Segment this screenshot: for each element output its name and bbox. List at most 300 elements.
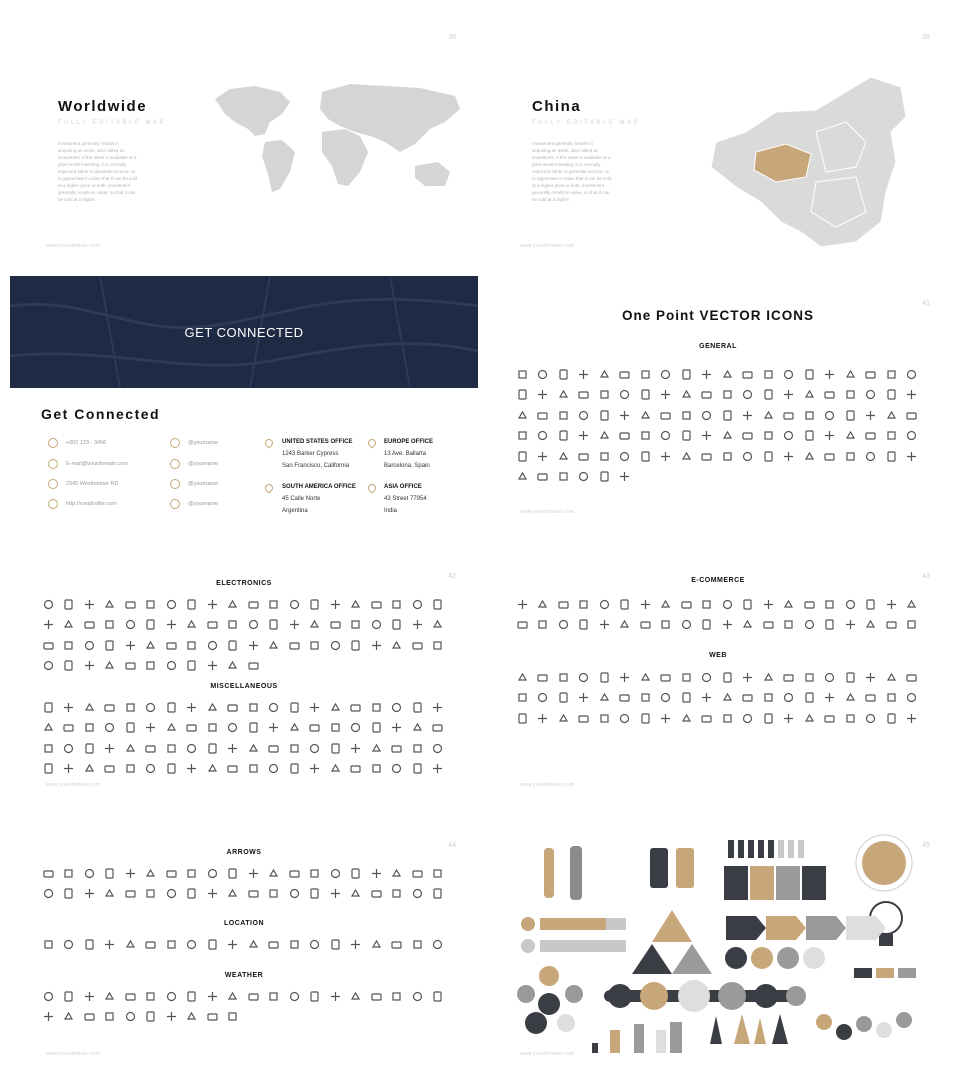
vector-icon xyxy=(758,405,779,426)
vector-icon xyxy=(676,364,697,385)
location-icon xyxy=(48,479,58,489)
vector-icon xyxy=(243,697,264,718)
vector-icon xyxy=(120,738,141,759)
vector-icon xyxy=(512,688,533,709)
vector-icon xyxy=(161,1007,182,1028)
vector-icon xyxy=(264,594,285,615)
vector-icon xyxy=(553,405,574,426)
vector-icon xyxy=(656,708,677,729)
vector-icon xyxy=(366,697,387,718)
vector-icon xyxy=(574,446,595,467)
vector-icon xyxy=(366,934,387,955)
vector-icon xyxy=(38,718,59,739)
vector-icon xyxy=(38,1007,59,1028)
vector-icon xyxy=(717,594,738,615)
vector-icon xyxy=(284,934,305,955)
vector-icon xyxy=(881,426,902,447)
vector-icon xyxy=(366,635,387,656)
vector-icon xyxy=(141,656,162,677)
page-number: 43 xyxy=(922,573,930,580)
vector-icon xyxy=(120,863,141,884)
vector-icon xyxy=(533,405,554,426)
vector-icon xyxy=(533,594,554,615)
vector-icon xyxy=(100,759,121,780)
vector-icon xyxy=(243,718,264,739)
vector-icon xyxy=(656,667,677,688)
vector-icon xyxy=(38,884,59,905)
vector-icon xyxy=(346,884,367,905)
vector-icon xyxy=(594,446,615,467)
vector-icon xyxy=(902,446,923,467)
vector-icon xyxy=(202,986,223,1007)
slide-title: China xyxy=(532,98,582,115)
vector-icon xyxy=(264,635,285,656)
vector-icon xyxy=(284,986,305,1007)
vector-icon xyxy=(325,884,346,905)
vector-icon xyxy=(428,697,449,718)
vector-icon xyxy=(120,615,141,636)
vector-icon xyxy=(346,594,367,615)
social-twitter[interactable]: @yourname xyxy=(170,438,218,448)
vector-icon xyxy=(428,759,449,780)
vector-icon xyxy=(38,934,59,955)
vector-icon xyxy=(881,405,902,426)
vector-icon xyxy=(161,594,182,615)
vector-icon xyxy=(758,615,779,636)
vector-icon xyxy=(161,863,182,884)
vector-icon xyxy=(574,688,595,709)
vector-icon xyxy=(656,405,677,426)
vector-icon xyxy=(59,635,80,656)
vector-icon xyxy=(738,594,759,615)
vector-icon xyxy=(346,759,367,780)
vector-icon xyxy=(366,986,387,1007)
vector-icon xyxy=(902,708,923,729)
section-weather: WEATHER xyxy=(224,972,264,979)
slide-ecommerce[interactable] xyxy=(484,549,952,804)
general-icon-grid xyxy=(512,364,922,487)
vector-icon xyxy=(697,688,718,709)
vector-icon xyxy=(346,635,367,656)
vector-icon xyxy=(223,697,244,718)
vector-icon xyxy=(346,863,367,884)
contact-website[interactable]: http://creativdite.com xyxy=(48,499,117,509)
vector-icon xyxy=(758,364,779,385)
section-title: Get Connected xyxy=(41,406,161,422)
vector-icon xyxy=(223,884,244,905)
vector-icon xyxy=(202,884,223,905)
vector-icon xyxy=(120,718,141,739)
vector-icon xyxy=(284,615,305,636)
vector-icon xyxy=(635,426,656,447)
vector-icon xyxy=(717,426,738,447)
footer-url: www.yourdomain.com xyxy=(520,243,575,249)
slide-vector-icons[interactable] xyxy=(484,276,952,531)
contact-phone[interactable]: +001 123 - 3456 xyxy=(48,438,106,448)
phone-icon xyxy=(48,438,58,448)
vector-icon xyxy=(676,594,697,615)
vector-icon xyxy=(615,405,636,426)
vector-icon xyxy=(717,405,738,426)
vector-icon xyxy=(284,884,305,905)
vector-icon xyxy=(574,594,595,615)
office-south-america: SOUTH AMERICA OFFICE 45 Calle Norte Argentina xyxy=(282,484,356,514)
vector-icon xyxy=(182,759,203,780)
vector-icon xyxy=(202,635,223,656)
weather-icon-grid xyxy=(38,986,448,1027)
vector-icon xyxy=(861,594,882,615)
vector-icon xyxy=(243,635,264,656)
vector-icon xyxy=(799,667,820,688)
vector-icon xyxy=(120,594,141,615)
vector-icon xyxy=(79,697,100,718)
vector-icon xyxy=(902,688,923,709)
vector-icon xyxy=(656,364,677,385)
vector-icon xyxy=(656,385,677,406)
vector-icon xyxy=(553,364,574,385)
vector-icon xyxy=(512,405,533,426)
office-pin-icon xyxy=(263,437,274,448)
vector-icon xyxy=(594,667,615,688)
vector-icon xyxy=(79,759,100,780)
contact-address[interactable]: 2345 Westheimer RD xyxy=(48,479,118,489)
slide-infographics[interactable] xyxy=(484,818,952,1073)
vector-icon xyxy=(779,385,800,406)
vector-icon xyxy=(79,615,100,636)
vector-icon xyxy=(161,759,182,780)
vector-icon xyxy=(902,364,923,385)
vector-icon xyxy=(594,615,615,636)
vector-icon xyxy=(717,385,738,406)
vector-icon xyxy=(202,1007,223,1028)
vector-icon xyxy=(387,697,408,718)
vector-icon xyxy=(820,426,841,447)
vector-icon xyxy=(779,594,800,615)
vector-icon xyxy=(387,738,408,759)
vector-icon xyxy=(758,446,779,467)
slide-china[interactable] xyxy=(484,10,952,265)
vector-icon xyxy=(59,615,80,636)
vector-icon xyxy=(820,708,841,729)
vector-icon xyxy=(305,615,326,636)
vector-icon xyxy=(100,718,121,739)
vector-icon xyxy=(366,884,387,905)
vector-icon xyxy=(141,738,162,759)
vector-icon xyxy=(861,446,882,467)
vector-icon xyxy=(635,708,656,729)
vector-icon xyxy=(202,615,223,636)
vector-icon xyxy=(223,738,244,759)
vector-icon xyxy=(717,708,738,729)
vector-icon xyxy=(512,467,533,488)
vector-icon xyxy=(594,467,615,488)
vector-icon xyxy=(264,934,285,955)
vector-icon xyxy=(100,986,121,1007)
vector-icon xyxy=(182,615,203,636)
vector-icon xyxy=(533,467,554,488)
vector-icon xyxy=(574,615,595,636)
vector-icon xyxy=(100,697,121,718)
web-icon-grid xyxy=(512,667,922,729)
vector-icon xyxy=(697,364,718,385)
vector-icon xyxy=(594,385,615,406)
vector-icon xyxy=(284,759,305,780)
vector-icon xyxy=(243,615,264,636)
section-arrows: ARROWS xyxy=(226,849,262,856)
vector-icon xyxy=(325,615,346,636)
vector-icon xyxy=(305,759,326,780)
vector-icon xyxy=(676,688,697,709)
vector-icon xyxy=(676,615,697,636)
vector-icon xyxy=(59,656,80,677)
vector-icon xyxy=(779,446,800,467)
vector-icon xyxy=(161,615,182,636)
vector-icon xyxy=(59,718,80,739)
vector-icon xyxy=(512,615,533,636)
vector-icon xyxy=(59,863,80,884)
vector-icon xyxy=(840,667,861,688)
vector-icon xyxy=(305,738,326,759)
vector-icon xyxy=(243,863,264,884)
vector-icon xyxy=(305,697,326,718)
vector-icon xyxy=(79,718,100,739)
vector-icon xyxy=(717,667,738,688)
vector-icon xyxy=(141,615,162,636)
vector-icon xyxy=(387,934,408,955)
vector-icon xyxy=(902,594,923,615)
vector-icon xyxy=(428,986,449,1007)
slide-title: One Point VECTOR ICONS xyxy=(621,308,814,323)
vector-icon xyxy=(79,863,100,884)
vector-icon xyxy=(615,594,636,615)
vector-icon xyxy=(799,594,820,615)
vector-icon xyxy=(161,718,182,739)
page-number: 38 xyxy=(448,34,456,41)
vector-icon xyxy=(881,364,902,385)
vector-icon xyxy=(533,446,554,467)
vector-icon xyxy=(615,667,636,688)
vector-icon xyxy=(635,594,656,615)
slide-worldwide[interactable] xyxy=(10,10,478,265)
section-ecommerce: E-COMMERCE xyxy=(691,577,745,584)
vector-icon xyxy=(325,738,346,759)
vector-icon xyxy=(594,688,615,709)
vector-icon xyxy=(38,863,59,884)
vector-icon xyxy=(407,594,428,615)
vector-icon xyxy=(533,385,554,406)
vector-icon xyxy=(79,594,100,615)
vector-icon xyxy=(243,986,264,1007)
vector-icon xyxy=(840,405,861,426)
vector-icon xyxy=(366,718,387,739)
vector-icon xyxy=(820,385,841,406)
vector-icon xyxy=(243,934,264,955)
vector-icon xyxy=(758,426,779,447)
vector-icon xyxy=(100,615,121,636)
vector-icon xyxy=(553,385,574,406)
vector-icon xyxy=(141,635,162,656)
vector-icon xyxy=(223,656,244,677)
vector-icon xyxy=(120,884,141,905)
page-number: 45 xyxy=(922,842,930,849)
vector-icon xyxy=(840,594,861,615)
vector-icon xyxy=(346,718,367,739)
vector-icon xyxy=(799,364,820,385)
vector-icon xyxy=(202,718,223,739)
vector-icon xyxy=(594,405,615,426)
contact-email[interactable]: E-mail@yourdomain.com xyxy=(48,459,128,469)
vector-icon xyxy=(656,615,677,636)
slide-get-connected[interactable] xyxy=(10,276,478,531)
vector-icon xyxy=(861,615,882,636)
vector-icon xyxy=(861,385,882,406)
vector-icon xyxy=(676,708,697,729)
vector-icon xyxy=(120,1007,141,1028)
section-location: LOCATION xyxy=(223,920,265,927)
vector-icon xyxy=(59,738,80,759)
vector-icon xyxy=(758,385,779,406)
vector-icon xyxy=(738,426,759,447)
footer-url: www.yourdomain.com xyxy=(46,782,101,788)
vector-icon xyxy=(182,718,203,739)
vector-icon xyxy=(533,615,554,636)
vector-icon xyxy=(428,594,449,615)
vector-icon xyxy=(387,635,408,656)
vector-icon xyxy=(243,594,264,615)
vector-icon xyxy=(79,635,100,656)
vector-icon xyxy=(223,934,244,955)
vector-icon xyxy=(902,615,923,636)
vector-icon xyxy=(243,884,264,905)
vector-icon xyxy=(594,708,615,729)
electronics-icon-grid xyxy=(38,594,448,676)
vector-icon xyxy=(779,615,800,636)
slide-electronics[interactable] xyxy=(10,549,478,804)
slide-arrows[interactable] xyxy=(10,818,478,1073)
social-facebook[interactable]: @yourname xyxy=(170,459,218,469)
vector-icon xyxy=(799,708,820,729)
social-instagram[interactable]: @yourname xyxy=(170,499,218,509)
vector-icon xyxy=(59,697,80,718)
footer-url: www.yourdomain.com xyxy=(520,782,575,788)
vector-icon xyxy=(512,385,533,406)
vector-icon xyxy=(325,718,346,739)
china-map xyxy=(706,72,916,252)
vector-icon xyxy=(881,446,902,467)
vector-icon xyxy=(533,364,554,385)
twitter-icon xyxy=(170,438,180,448)
vector-icon xyxy=(881,594,902,615)
vector-icon xyxy=(182,594,203,615)
page-number: 39 xyxy=(922,34,930,41)
vector-icon xyxy=(161,738,182,759)
vector-icon xyxy=(594,426,615,447)
vector-icon xyxy=(840,688,861,709)
vector-icon xyxy=(676,385,697,406)
vector-icon xyxy=(656,446,677,467)
vector-icon xyxy=(407,863,428,884)
vector-icon xyxy=(182,1007,203,1028)
vector-icon xyxy=(820,688,841,709)
vector-icon xyxy=(512,426,533,447)
vector-icon xyxy=(38,697,59,718)
vector-icon xyxy=(574,405,595,426)
vector-icon xyxy=(676,667,697,688)
vector-icon xyxy=(861,667,882,688)
vector-icon xyxy=(697,426,718,447)
vector-icon xyxy=(676,426,697,447)
slide-body: Investment generally results in acquiring an asset, also called an investment. If the asset is available at a price worth investing, it is normally expected either to generate income, or to appreciate in value that it can be sold at a higher price or both. Investment generally results in value, so that it can be sold at a higher xyxy=(532,141,612,202)
vector-icon xyxy=(738,708,759,729)
section-general: GENERAL xyxy=(699,343,737,350)
vector-icon xyxy=(533,688,554,709)
vector-icon xyxy=(738,405,759,426)
vector-icon xyxy=(717,615,738,636)
vector-icon xyxy=(100,656,121,677)
vector-icon xyxy=(656,594,677,615)
vector-icon xyxy=(325,635,346,656)
vector-icon xyxy=(387,615,408,636)
vector-icon xyxy=(366,615,387,636)
page-number: 44 xyxy=(448,842,456,849)
vector-icon xyxy=(758,667,779,688)
vector-icon xyxy=(820,667,841,688)
vector-icon xyxy=(697,405,718,426)
vector-icon xyxy=(861,688,882,709)
map-banner xyxy=(10,276,478,388)
vector-icon xyxy=(407,986,428,1007)
vector-icon xyxy=(820,405,841,426)
vector-icon xyxy=(615,708,636,729)
vector-icon xyxy=(141,718,162,739)
vector-icon xyxy=(182,656,203,677)
vector-icon xyxy=(305,863,326,884)
vector-icon xyxy=(346,934,367,955)
vector-icon xyxy=(428,863,449,884)
vector-icon xyxy=(79,738,100,759)
vector-icon xyxy=(223,986,244,1007)
vector-icon xyxy=(305,718,326,739)
vector-icon xyxy=(202,863,223,884)
vector-icon xyxy=(366,863,387,884)
vector-icon xyxy=(428,615,449,636)
vector-icon xyxy=(717,364,738,385)
vector-icon xyxy=(615,364,636,385)
vector-icon xyxy=(717,688,738,709)
vector-icon xyxy=(325,594,346,615)
social-linkedin[interactable]: @yourname xyxy=(170,479,218,489)
vector-icon xyxy=(141,863,162,884)
vector-icon xyxy=(264,986,285,1007)
vector-icon xyxy=(346,738,367,759)
vector-icon xyxy=(840,385,861,406)
vector-icon xyxy=(512,667,533,688)
vector-icon xyxy=(799,426,820,447)
vector-icon xyxy=(407,884,428,905)
vector-icon xyxy=(574,667,595,688)
vector-icon xyxy=(100,934,121,955)
vector-icon xyxy=(141,884,162,905)
vector-icon xyxy=(428,884,449,905)
vector-icon xyxy=(881,667,902,688)
vector-icon xyxy=(881,385,902,406)
vector-icon xyxy=(120,986,141,1007)
vector-icon xyxy=(428,718,449,739)
vector-icon xyxy=(161,934,182,955)
section-miscellaneous: MISCELLANEOUS xyxy=(210,683,278,690)
vector-icon xyxy=(635,385,656,406)
facebook-icon xyxy=(170,459,180,469)
